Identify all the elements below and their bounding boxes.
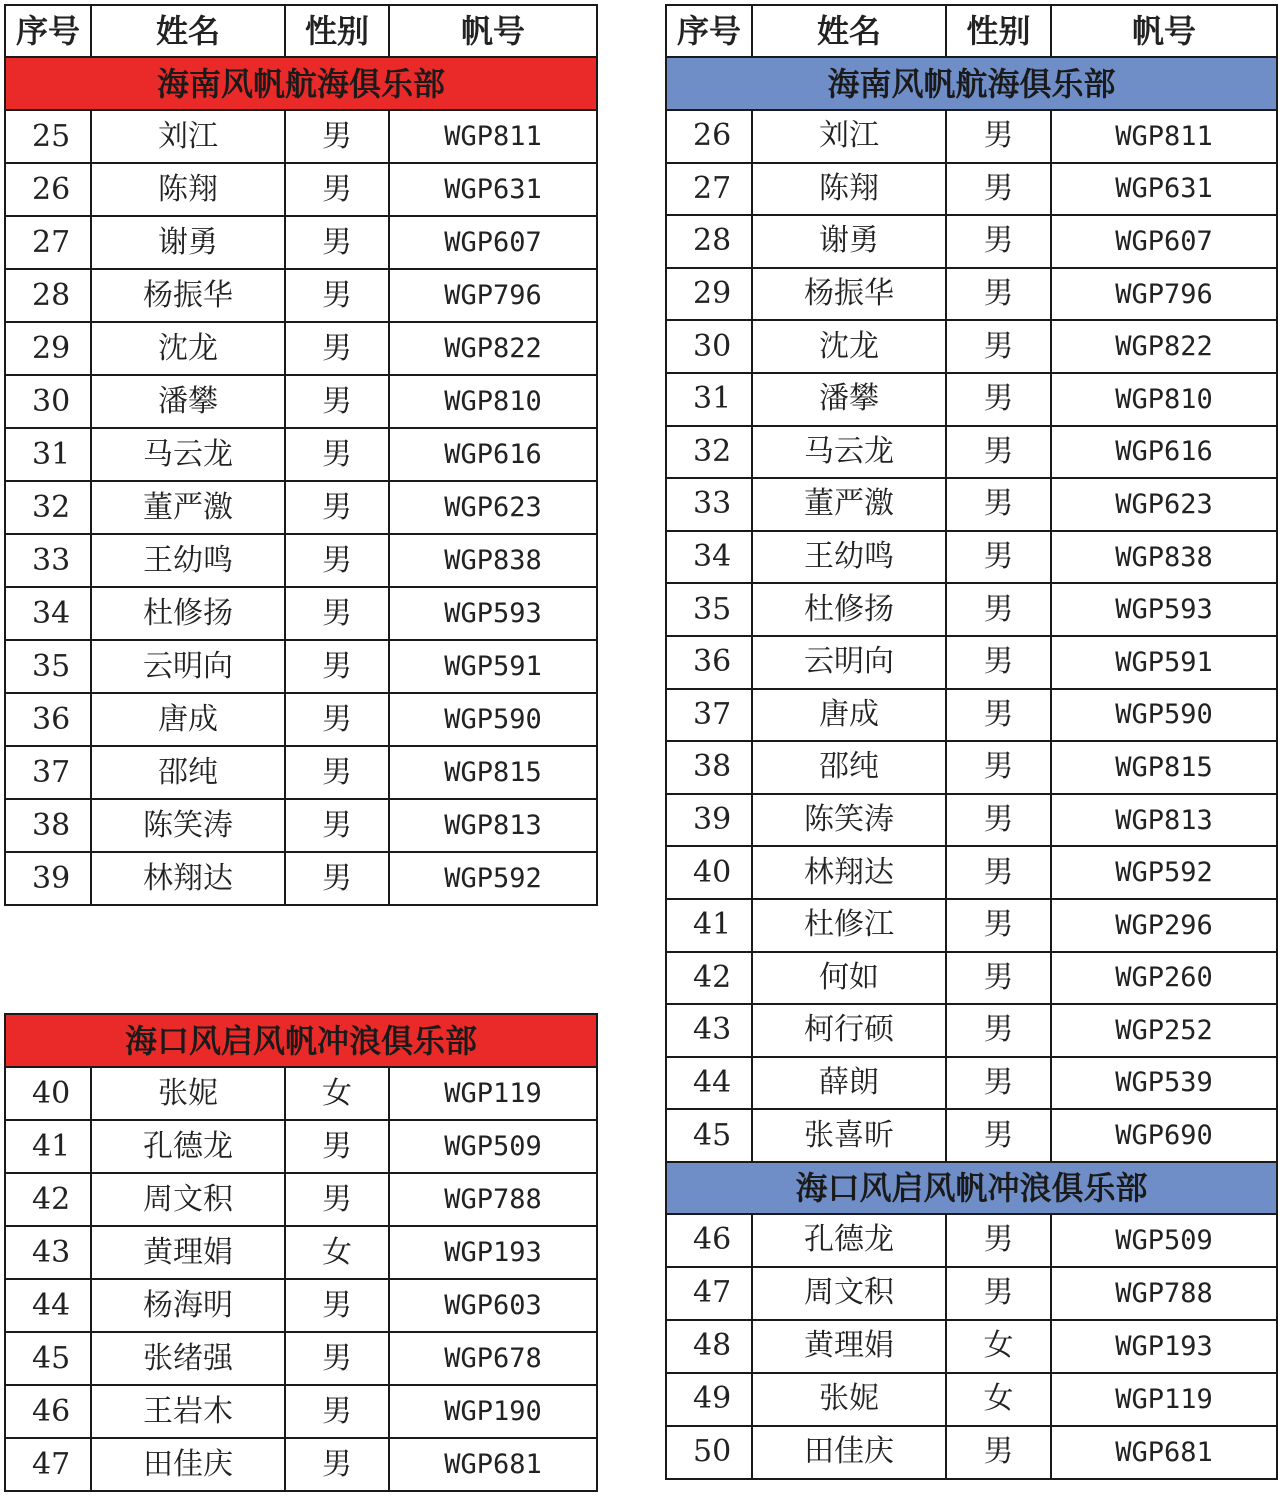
row-sail: WGP690 <box>1051 1109 1277 1162</box>
row-seq: 45 <box>666 1109 752 1162</box>
table-row <box>666 163 1277 216</box>
row-sail: WGP623 <box>1051 478 1277 531</box>
row-sail: WGP681 <box>389 1438 597 1491</box>
row-gender: 男 <box>285 375 389 428</box>
club-name: 海南风帆航海俱乐部 <box>5 57 597 110</box>
header-name: 姓名 <box>91 5 285 57</box>
row-gender: 男 <box>946 741 1051 794</box>
table-row <box>5 693 597 746</box>
header-gender: 性别 <box>285 5 389 57</box>
row-seq: 33 <box>666 478 752 531</box>
row-name: 张妮 <box>91 1067 285 1120</box>
row-gender: 男 <box>285 1332 389 1385</box>
row-gender: 男 <box>946 899 1051 952</box>
row-name: 杜修扬 <box>91 587 285 640</box>
row-name: 刘江 <box>91 110 285 163</box>
row-gender: 女 <box>285 1226 389 1279</box>
row-sail: WGP811 <box>1051 110 1277 163</box>
row-name: 马云龙 <box>91 428 285 481</box>
row-name: 张绪强 <box>91 1332 285 1385</box>
club-header-row <box>5 57 597 110</box>
row-seq: 42 <box>5 1173 91 1226</box>
row-gender: 男 <box>946 1109 1051 1162</box>
row-sail: WGP815 <box>389 746 597 799</box>
row-seq: 29 <box>666 268 752 321</box>
row-gender: 男 <box>946 110 1051 163</box>
row-name: 杜修扬 <box>752 583 946 636</box>
row-sail: WGP190 <box>389 1385 597 1438</box>
row-seq: 28 <box>5 269 91 322</box>
row-name: 何如 <box>752 952 946 1005</box>
table-row <box>5 375 597 428</box>
row-sail: WGP822 <box>389 322 597 375</box>
row-sail: WGP810 <box>389 375 597 428</box>
row-sail: WGP592 <box>389 852 597 905</box>
row-gender: 女 <box>946 1373 1051 1426</box>
row-gender: 男 <box>946 689 1051 742</box>
row-name: 谢勇 <box>91 216 285 269</box>
table-row <box>5 216 597 269</box>
row-sail: WGP623 <box>389 481 597 534</box>
row-gender: 男 <box>946 794 1051 847</box>
row-seq: 35 <box>5 640 91 693</box>
row-seq: 39 <box>5 852 91 905</box>
row-gender: 男 <box>946 320 1051 373</box>
row-sail: WGP616 <box>1051 426 1277 479</box>
table-row <box>666 1320 1277 1373</box>
row-sail: WGP592 <box>1051 846 1277 899</box>
row-sail: WGP607 <box>1051 215 1277 268</box>
row-name: 林翔达 <box>752 846 946 899</box>
row-seq: 43 <box>5 1226 91 1279</box>
row-name: 董严激 <box>752 478 946 531</box>
table-row <box>5 1120 597 1173</box>
row-seq: 34 <box>666 531 752 584</box>
row-sail: WGP788 <box>1051 1267 1277 1320</box>
table-row <box>5 1067 597 1120</box>
row-sail: WGP788 <box>389 1173 597 1226</box>
row-seq: 32 <box>666 426 752 479</box>
row-seq: 40 <box>5 1067 91 1120</box>
row-name: 陈翔 <box>91 163 285 216</box>
row-name: 沈龙 <box>91 322 285 375</box>
row-name: 刘江 <box>752 110 946 163</box>
table-row <box>5 163 597 216</box>
table-row <box>666 426 1277 479</box>
row-gender: 男 <box>946 1004 1051 1057</box>
table-row <box>666 583 1277 636</box>
row-seq: 29 <box>5 322 91 375</box>
row-seq: 36 <box>666 636 752 689</box>
row-name: 张喜昕 <box>752 1109 946 1162</box>
row-seq: 33 <box>5 534 91 587</box>
row-name: 林翔达 <box>91 852 285 905</box>
row-sail: WGP796 <box>1051 268 1277 321</box>
row-gender: 男 <box>285 1173 389 1226</box>
row-name: 杨振华 <box>752 268 946 321</box>
row-sail: WGP631 <box>1051 163 1277 216</box>
row-gender: 男 <box>285 534 389 587</box>
table-row <box>666 952 1277 1005</box>
row-gender: 男 <box>285 587 389 640</box>
row-name: 唐成 <box>91 693 285 746</box>
table-row <box>666 689 1277 742</box>
table-row <box>666 899 1277 952</box>
header-row <box>5 5 597 57</box>
row-name: 周文积 <box>752 1267 946 1320</box>
table-row <box>5 1332 597 1385</box>
row-gender: 男 <box>946 583 1051 636</box>
club-name: 海南风帆航海俱乐部 <box>666 57 1277 110</box>
row-gender: 男 <box>285 799 389 852</box>
table-row <box>666 373 1277 426</box>
left-roster-table-2 <box>4 1013 598 1492</box>
table-row <box>5 1438 597 1491</box>
row-gender: 男 <box>946 952 1051 1005</box>
row-sail: WGP119 <box>389 1067 597 1120</box>
row-sail: WGP815 <box>1051 741 1277 794</box>
row-name: 邵纯 <box>91 746 285 799</box>
row-seq: 38 <box>666 741 752 794</box>
table-row <box>666 636 1277 689</box>
row-gender: 男 <box>285 216 389 269</box>
table-row <box>666 110 1277 163</box>
row-gender: 男 <box>946 268 1051 321</box>
row-name: 孔德龙 <box>752 1214 946 1267</box>
row-name: 薛朗 <box>752 1057 946 1110</box>
table-row <box>666 846 1277 899</box>
row-name: 杨振华 <box>91 269 285 322</box>
row-gender: 男 <box>285 269 389 322</box>
row-sail: WGP838 <box>1051 531 1277 584</box>
row-sail: WGP591 <box>1051 636 1277 689</box>
row-name: 田佳庆 <box>752 1426 946 1479</box>
table-row <box>666 215 1277 268</box>
row-sail: WGP591 <box>389 640 597 693</box>
row-sail: WGP509 <box>1051 1214 1277 1267</box>
row-seq: 42 <box>666 952 752 1005</box>
row-seq: 37 <box>5 746 91 799</box>
row-seq: 32 <box>5 481 91 534</box>
row-gender: 男 <box>285 163 389 216</box>
row-sail: WGP796 <box>389 269 597 322</box>
row-seq: 41 <box>666 899 752 952</box>
row-gender: 男 <box>285 852 389 905</box>
row-name: 董严激 <box>91 481 285 534</box>
row-gender: 男 <box>946 426 1051 479</box>
row-name: 潘攀 <box>91 375 285 428</box>
table-row <box>666 320 1277 373</box>
row-sail: WGP193 <box>1051 1320 1277 1373</box>
club-header-row <box>666 57 1277 110</box>
row-seq: 27 <box>5 216 91 269</box>
row-gender: 男 <box>946 531 1051 584</box>
table-row <box>666 1004 1277 1057</box>
row-gender: 男 <box>285 640 389 693</box>
row-seq: 31 <box>5 428 91 481</box>
row-gender: 男 <box>285 693 389 746</box>
header-seq: 序号 <box>666 5 752 57</box>
row-sail: WGP260 <box>1051 952 1277 1005</box>
row-gender: 男 <box>285 481 389 534</box>
row-seq: 47 <box>5 1438 91 1491</box>
table-row <box>666 268 1277 321</box>
row-seq: 27 <box>666 163 752 216</box>
table-row <box>5 799 597 852</box>
row-seq: 39 <box>666 794 752 847</box>
row-name: 王岩木 <box>91 1385 285 1438</box>
row-name: 黄理娟 <box>752 1320 946 1373</box>
row-gender: 男 <box>946 373 1051 426</box>
row-seq: 43 <box>666 1004 752 1057</box>
right-roster-table <box>665 4 1278 1480</box>
row-gender: 男 <box>285 428 389 481</box>
header-name: 姓名 <box>752 5 946 57</box>
table-row <box>5 746 597 799</box>
row-name: 杜修江 <box>752 899 946 952</box>
table-row <box>5 587 597 640</box>
row-gender: 女 <box>285 1067 389 1120</box>
row-seq: 25 <box>5 110 91 163</box>
row-gender: 男 <box>946 478 1051 531</box>
row-sail: WGP509 <box>389 1120 597 1173</box>
table-row <box>666 531 1277 584</box>
row-seq: 36 <box>5 693 91 746</box>
row-gender: 男 <box>285 322 389 375</box>
header-seq: 序号 <box>5 5 91 57</box>
table-row <box>666 1057 1277 1110</box>
row-seq: 46 <box>5 1385 91 1438</box>
table-row <box>666 478 1277 531</box>
club-header-row <box>5 1014 597 1067</box>
row-sail: WGP590 <box>389 693 597 746</box>
row-sail: WGP593 <box>389 587 597 640</box>
row-gender: 男 <box>285 1438 389 1491</box>
row-name: 唐成 <box>752 689 946 742</box>
row-gender: 男 <box>285 1385 389 1438</box>
row-seq: 40 <box>666 846 752 899</box>
row-sail: WGP252 <box>1051 1004 1277 1057</box>
table-row <box>666 741 1277 794</box>
row-name: 王幼鸣 <box>91 534 285 587</box>
table-row <box>5 1279 597 1332</box>
table-row <box>666 1267 1277 1320</box>
row-sail: WGP616 <box>389 428 597 481</box>
row-sail: WGP296 <box>1051 899 1277 952</box>
row-gender: 男 <box>946 163 1051 216</box>
row-seq: 35 <box>666 583 752 636</box>
row-sail: WGP119 <box>1051 1373 1277 1426</box>
row-name: 云明向 <box>91 640 285 693</box>
row-sail: WGP631 <box>389 163 597 216</box>
row-name: 邵纯 <box>752 741 946 794</box>
table-row <box>666 1109 1277 1162</box>
row-sail: WGP539 <box>1051 1057 1277 1110</box>
header-gender: 性别 <box>946 5 1051 57</box>
row-name: 沈龙 <box>752 320 946 373</box>
row-seq: 49 <box>666 1373 752 1426</box>
row-name: 陈笑涛 <box>91 799 285 852</box>
row-name: 潘攀 <box>752 373 946 426</box>
row-seq: 34 <box>5 587 91 640</box>
row-sail: WGP678 <box>389 1332 597 1385</box>
header-row <box>666 5 1277 57</box>
row-seq: 48 <box>666 1320 752 1373</box>
row-sail: WGP838 <box>389 534 597 587</box>
row-gender: 男 <box>285 110 389 163</box>
table-row <box>5 110 597 163</box>
row-name: 马云龙 <box>752 426 946 479</box>
row-sail: WGP607 <box>389 216 597 269</box>
row-seq: 26 <box>5 163 91 216</box>
table-row <box>666 1426 1277 1479</box>
table-row <box>666 1373 1277 1426</box>
row-seq: 44 <box>5 1279 91 1332</box>
row-name: 陈笑涛 <box>752 794 946 847</box>
row-name: 黄理娟 <box>91 1226 285 1279</box>
row-seq: 31 <box>666 373 752 426</box>
row-gender: 男 <box>285 1120 389 1173</box>
header-sail: 帆号 <box>389 5 597 57</box>
row-name: 柯行硕 <box>752 1004 946 1057</box>
row-sail: WGP593 <box>1051 583 1277 636</box>
row-sail: WGP811 <box>389 110 597 163</box>
table-row <box>5 1173 597 1226</box>
row-name: 王幼鸣 <box>752 531 946 584</box>
row-name: 周文积 <box>91 1173 285 1226</box>
row-sail: WGP822 <box>1051 320 1277 373</box>
left-roster-table <box>4 4 598 906</box>
row-name: 谢勇 <box>752 215 946 268</box>
row-seq: 50 <box>666 1426 752 1479</box>
club-name: 海口风启风帆冲浪俱乐部 <box>666 1162 1277 1214</box>
row-gender: 男 <box>285 746 389 799</box>
row-seq: 28 <box>666 215 752 268</box>
row-gender: 男 <box>946 846 1051 899</box>
row-sail: WGP590 <box>1051 689 1277 742</box>
club-header-row <box>666 1162 1277 1214</box>
header-sail: 帆号 <box>1051 5 1277 57</box>
row-sail: WGP813 <box>389 799 597 852</box>
table-row <box>5 534 597 587</box>
table-row <box>5 1385 597 1438</box>
table-row <box>5 1226 597 1279</box>
row-seq: 30 <box>5 375 91 428</box>
row-seq: 41 <box>5 1120 91 1173</box>
table-row <box>5 640 597 693</box>
row-gender: 男 <box>285 1279 389 1332</box>
row-gender: 男 <box>946 636 1051 689</box>
row-gender: 男 <box>946 215 1051 268</box>
row-seq: 26 <box>666 110 752 163</box>
row-gender: 男 <box>946 1057 1051 1110</box>
row-gender: 男 <box>946 1214 1051 1267</box>
row-sail: WGP681 <box>1051 1426 1277 1479</box>
row-name: 张妮 <box>752 1373 946 1426</box>
row-sail: WGP813 <box>1051 794 1277 847</box>
row-name: 孔德龙 <box>91 1120 285 1173</box>
row-name: 云明向 <box>752 636 946 689</box>
table-row <box>5 481 597 534</box>
row-gender: 男 <box>946 1267 1051 1320</box>
table-row <box>5 269 597 322</box>
club-name: 海口风启风帆冲浪俱乐部 <box>5 1014 597 1067</box>
table-row <box>666 1214 1277 1267</box>
row-seq: 47 <box>666 1267 752 1320</box>
row-seq: 46 <box>666 1214 752 1267</box>
table-row <box>666 794 1277 847</box>
row-seq: 30 <box>666 320 752 373</box>
row-name: 杨海明 <box>91 1279 285 1332</box>
row-name: 田佳庆 <box>91 1438 285 1491</box>
row-seq: 45 <box>5 1332 91 1385</box>
row-seq: 44 <box>666 1057 752 1110</box>
table-row <box>5 428 597 481</box>
row-sail: WGP810 <box>1051 373 1277 426</box>
row-name: 陈翔 <box>752 163 946 216</box>
table-row <box>5 852 597 905</box>
row-sail: WGP193 <box>389 1226 597 1279</box>
row-seq: 37 <box>666 689 752 742</box>
row-sail: WGP603 <box>389 1279 597 1332</box>
row-gender: 女 <box>946 1320 1051 1373</box>
row-gender: 男 <box>946 1426 1051 1479</box>
table-row <box>5 322 597 375</box>
row-seq: 38 <box>5 799 91 852</box>
